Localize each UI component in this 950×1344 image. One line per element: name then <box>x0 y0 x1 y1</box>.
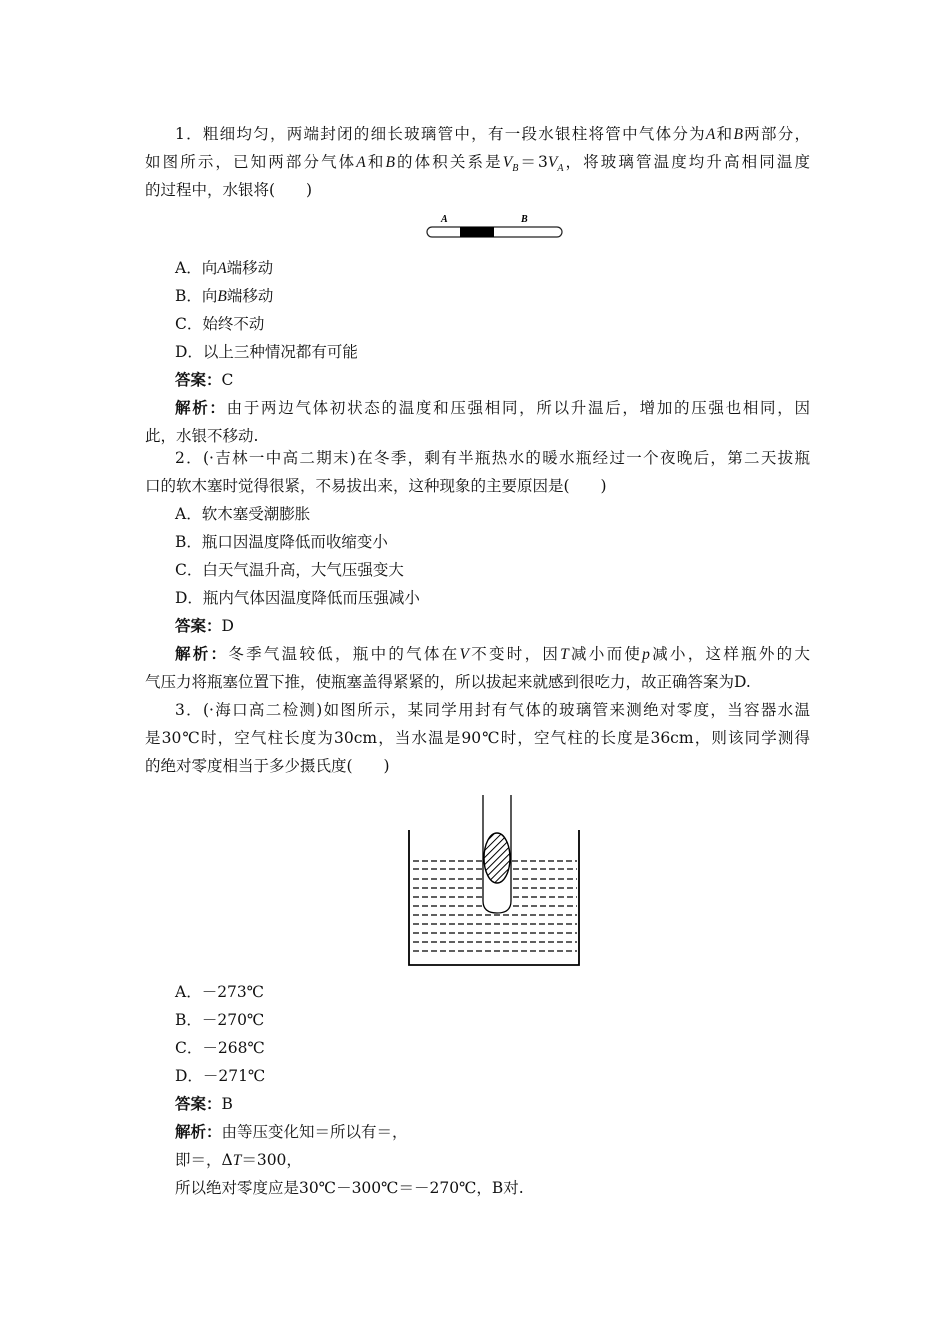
q1-tube-figure <box>425 212 565 242</box>
q3-option-c: C．－268℃ <box>175 1039 265 1057</box>
q2-analysis-line-1: 解析：冬季气温较低，瓶中的气体在V不变时，因T减小而使p减小，这样瓶外的大 <box>175 644 810 663</box>
q3-answer: 答案：B <box>175 1094 233 1113</box>
q1-glass-tube <box>427 227 562 237</box>
q3-option-b: B．－270℃ <box>175 1011 265 1029</box>
q3-container-figure <box>405 795 585 970</box>
q2-option-d: D．瓶内气体因温度降低而压强减小 <box>175 589 420 607</box>
q1-mercury-column <box>460 227 494 237</box>
q1-option-d: D．以上三种情况都有可能 <box>175 343 358 361</box>
q1-option-a: A．向A端移动 <box>175 259 274 277</box>
q2-answer: 答案：D <box>175 616 234 635</box>
q1-option-c: C．始终不动 <box>175 315 265 333</box>
q2-option-c: C．白天气温升高，大气压强变大 <box>175 561 404 579</box>
q3-option-a: A．－273℃ <box>175 983 265 1001</box>
q1-stem-line-1: 1．粗细均匀，两端封闭的细长玻璃管中，有一段水银柱将管中气体分为A和B两部分， <box>175 125 810 143</box>
q3-analysis-line-3: 所以绝对零度应是30℃－300℃＝－270℃，B对. <box>175 1179 524 1197</box>
q1-stem-line-2: 如图所示，已知两部分气体A和B的体积关系是$V_B=3V_A$，将玻璃管温度均升高相同温度 <box>145 153 810 175</box>
q3-analysis-line-1: 解析：由等压变化知＝所以有＝， <box>175 1122 408 1141</box>
q1-label-a: A <box>441 214 448 225</box>
q1-analysis-line-2: 此，水银不移动. <box>145 427 259 445</box>
q2-option-b: B．瓶口因温度降低而收缩变小 <box>175 533 388 551</box>
q2-option-a: A．软木塞受潮膨胀 <box>175 505 311 523</box>
q2-stem-line-2: 口的软木塞时觉得很紧，不易拔出来，这种现象的主要原因是( ) <box>145 477 607 495</box>
q1-stem-line-3: 的过程中，水银将( ) <box>145 181 313 199</box>
q3-stem-line-3: 的绝对零度相当于多少摄氏度( ) <box>145 757 390 775</box>
q1-answer: 答案：C <box>175 370 234 389</box>
q2-analysis-line-2: 气压力将瓶塞位置下推，使瓶塞盖得紧紧的，所以拔起来就感到很吃力，故正确答案为D. <box>145 673 751 691</box>
q3-analysis-line-2: 即＝，ΔT＝300， <box>175 1151 302 1169</box>
q3-mercury-plug <box>484 833 510 883</box>
q1-option-b: B．向B端移动 <box>175 287 274 305</box>
q1-analysis-line-1: 解析：由于两边气体初状态的温度和压强相同，所以升温后，增加的压强也相同，因 <box>175 398 810 417</box>
q1-label-b: B <box>521 214 528 225</box>
q3-stem-line-2: 是30℃时，空气柱长度为30cm，当水温是90℃时，空气柱的长度是36cm，则该同学测得 <box>145 729 810 747</box>
q3-stem-line-1: 3．(·海口高二检测)如图所示，某同学用封有气体的玻璃管来测绝对零度，当容器水温 <box>175 701 810 719</box>
q2-stem-line-1: 2．(·吉林一中高二期末)在冬季，剩有半瓶热水的暖水瓶经过一个夜晚后，第二天拔瓶 <box>175 449 810 467</box>
q3-option-d: D．－271℃ <box>175 1067 266 1085</box>
